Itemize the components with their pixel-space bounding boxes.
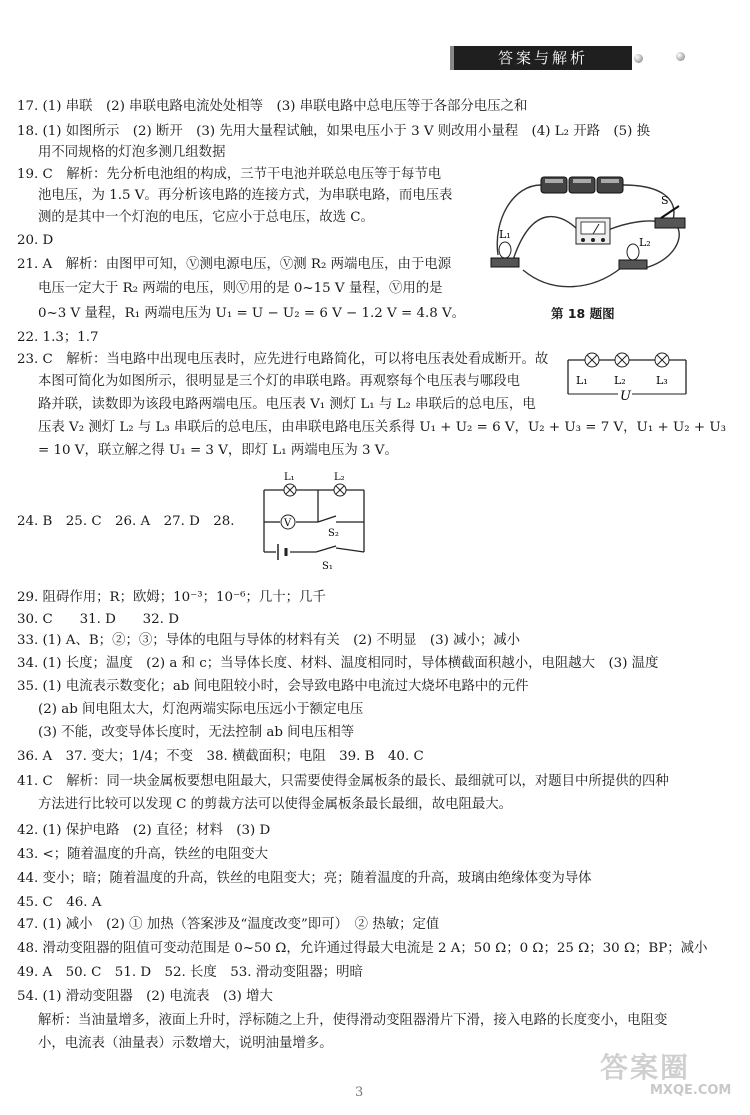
answer-line: 22. 1.3；1.7 [17, 330, 99, 345]
answer-line: (2) ab 间电阻太大，灯泡两端实际电压远小于额定电压 [38, 702, 364, 717]
figure-18-caption: 第 18 题图 [551, 306, 615, 321]
answer-line: 压表 V₂ 测灯 L₂ 与 L₃ 串联后的总电压，由串联电路电压关系得 U₁ + U₂ = 6 V，U₂ + U₃ = 7 V，U₁ + U₂ + U₃ [38, 420, 726, 435]
lamp-symbol-icon [334, 484, 346, 496]
answer-line: 36. A 37. 变大；1/4；不变 38. 横截面积；电阻 39. B 40. C [17, 749, 424, 764]
lamp-l2-label: L₂ [639, 236, 651, 249]
battery-symbol-icon [278, 544, 286, 560]
lamp-l2-label: L₂ [614, 374, 626, 387]
battery-pack-icon [541, 177, 623, 193]
answer-line: 34. (1) 长度；温度 (2) a 和 c；当导体长度、材料、温度相同时，导体横截面积越小，电阻越大 (3) 温度 [17, 656, 659, 671]
lamp-l3-label: L₃ [656, 374, 668, 387]
answer-line: 44. 变小；暗；随着温度的升高，铁丝的电阻变大；亮；随着温度的升高，玻璃由绝缘体变为导体 [17, 871, 592, 886]
bulb-icon [619, 236, 651, 269]
answer-line: 49. A 50. C 51. D 52. 长度 53. 滑动变阻器；明暗 [17, 965, 363, 980]
section-header: 答案与解析 [450, 46, 632, 70]
header-dot-icon [634, 54, 643, 63]
answer-line: 30. C 31. D 32. D [17, 612, 179, 627]
answer-line: 43. <；随着温度的升高，铁丝的电阻变大 [17, 847, 269, 862]
answer-line: 电压一定大于 R₂ 两端的电压，则Ⓥ用的是 0~15 V 量程，Ⓥ用的是 [38, 281, 443, 296]
figure-23-circuit [562, 344, 692, 404]
lamp-symbol-icon [655, 353, 669, 367]
answer-line: 19. C 解析：先分析电池组的构成，三节干电池并联总电压等于每节电 [17, 167, 442, 182]
answer-line: 用不同规格的灯泡多测几组数据 [38, 145, 226, 160]
answer-line: = 10 V，联立解之得 U₁ = 3 V，即灯 L₁ 两端电压为 3 V。 [38, 443, 398, 458]
answer-line: 池电压，为 1.5 V。再分析该电路的连接方式，为串联电路，而电压表 [38, 188, 453, 203]
voltmeter-icon [576, 218, 610, 244]
switch-s2-label: S₂ [328, 528, 339, 539]
watermark-url: MXQE.COM [650, 1083, 732, 1098]
voltmeter-label: V [284, 518, 292, 529]
answer-line: 42. (1) 保护电路 (2) 直径；材料 (3) D [17, 823, 271, 838]
answer-line: 路并联，读数即为该段电路两端电压。电压表 V₁ 测灯 L₁ 与 L₂ 串联后的总电压，电 [38, 397, 536, 412]
answer-line: 小，电流表（油量表）示数增大，说明油量增多。 [38, 1036, 333, 1051]
header-dot-icon [676, 52, 685, 61]
answer-line: 20. D [17, 233, 54, 248]
page-number: 3 [355, 1085, 364, 1100]
answer-line: 54. (1) 滑动变阻器 (2) 电流表 (3) 增大 [17, 989, 273, 1004]
answer-line: 48. 滑动变阻器的阻值可变动范围是 0~50 Ω，允许通过得最大电流是 2 A；50 Ω；0 Ω；25 Ω；30 Ω；BP；减小 [17, 941, 708, 956]
answer-line: 0~3 V 量程，R₁ 两端电压为 U₁ = U − U₂ = 6 V − 1.2 V = 4.8 V。 [38, 306, 466, 321]
answer-line: 17. (1) 串联 (2) 串联电路电流处处相等 (3) 串联电路中总电压等于各部分电压之和 [17, 99, 528, 114]
answer-line: (3) 不能，改变导体长度时，无法控制 ab 间电压相等 [38, 725, 355, 740]
switch-s1-label: S₁ [322, 561, 333, 572]
answer-line: 21. A 解析：由图甲可知，Ⓥ测电源电压，Ⓥ测 R₂ 两端电压，由于电源 [17, 257, 452, 272]
lamp-symbol-icon [284, 484, 296, 496]
lamp-l1-label: L₁ [499, 228, 511, 241]
answer-line: 24. B 25. C 26. A 27. D 28. [17, 514, 235, 529]
answer-line: 35. (1) 电流表示数变化；ab 间电阻较小时，会导致电路中电流过大烧坏电路中的元件 [17, 679, 529, 694]
watermark: 答案圈 [600, 1051, 691, 1084]
lamp-symbol-icon [615, 353, 629, 367]
answer-line: 41. C 解析：同一块金属板要想电阻最大，只需要使得金属板条的最长、最细就可以，对题目中所提供的四种 [17, 774, 669, 789]
figure-28-circuit [256, 472, 376, 572]
answer-line: 29. 阻碍作用；R；欧姆；10⁻³；10⁻⁶；几十；几千 [17, 590, 326, 605]
answer-line: 33. (1) A、B；②；③；导体的电阻与导体的材料有关 (2) 不明显 (3) 减小；减小 [17, 633, 521, 648]
lamp-l1-label: L₁ [284, 472, 295, 483]
figure-18-circuit [483, 160, 693, 300]
voltage-u-label: U [620, 389, 631, 404]
bulb-icon [491, 228, 519, 267]
lamp-symbol-icon [585, 353, 599, 367]
answer-line: 本图可简化为如图所示，很明显是三个灯的串联电路。再观察每个电压表与哪段电 [38, 374, 521, 389]
answer-line: 18. (1) 如图所示 (2) 断开 (3) 先用大量程试触，如果电压小于 3 V 则改用小量程 (4) L₂ 开路 (5) 换 [17, 124, 651, 139]
voltmeter-symbol-icon [281, 515, 295, 529]
answer-line: 45. C 46. A [17, 895, 102, 910]
switch-label: S [661, 194, 669, 207]
lamp-l2-label: L₂ [334, 472, 345, 483]
answer-line: 方法进行比较可以发现 C 的剪裁方法可以使得金属板条最长最细，故电阻最大。 [38, 797, 513, 812]
lamp-l1-label: L₁ [576, 374, 588, 387]
answer-line: 23. C 解析：当电路中出现电压表时，应先进行电路简化，可以将电压表处看成断开。故 [17, 352, 549, 367]
answer-line: 解析：当油量增多，液面上升时，浮标随之上升，使得滑动变阻器滑片下滑，接入电路的长度变小，电阻变 [38, 1013, 668, 1028]
answer-line: 测的是其中一个灯泡的电压，它应小于总电压，故选 C。 [38, 210, 374, 225]
answer-line: 47. (1) 减小 (2) ① 加热（答案涉及“温度改变”即可） ② 热敏；定值 [17, 917, 440, 932]
